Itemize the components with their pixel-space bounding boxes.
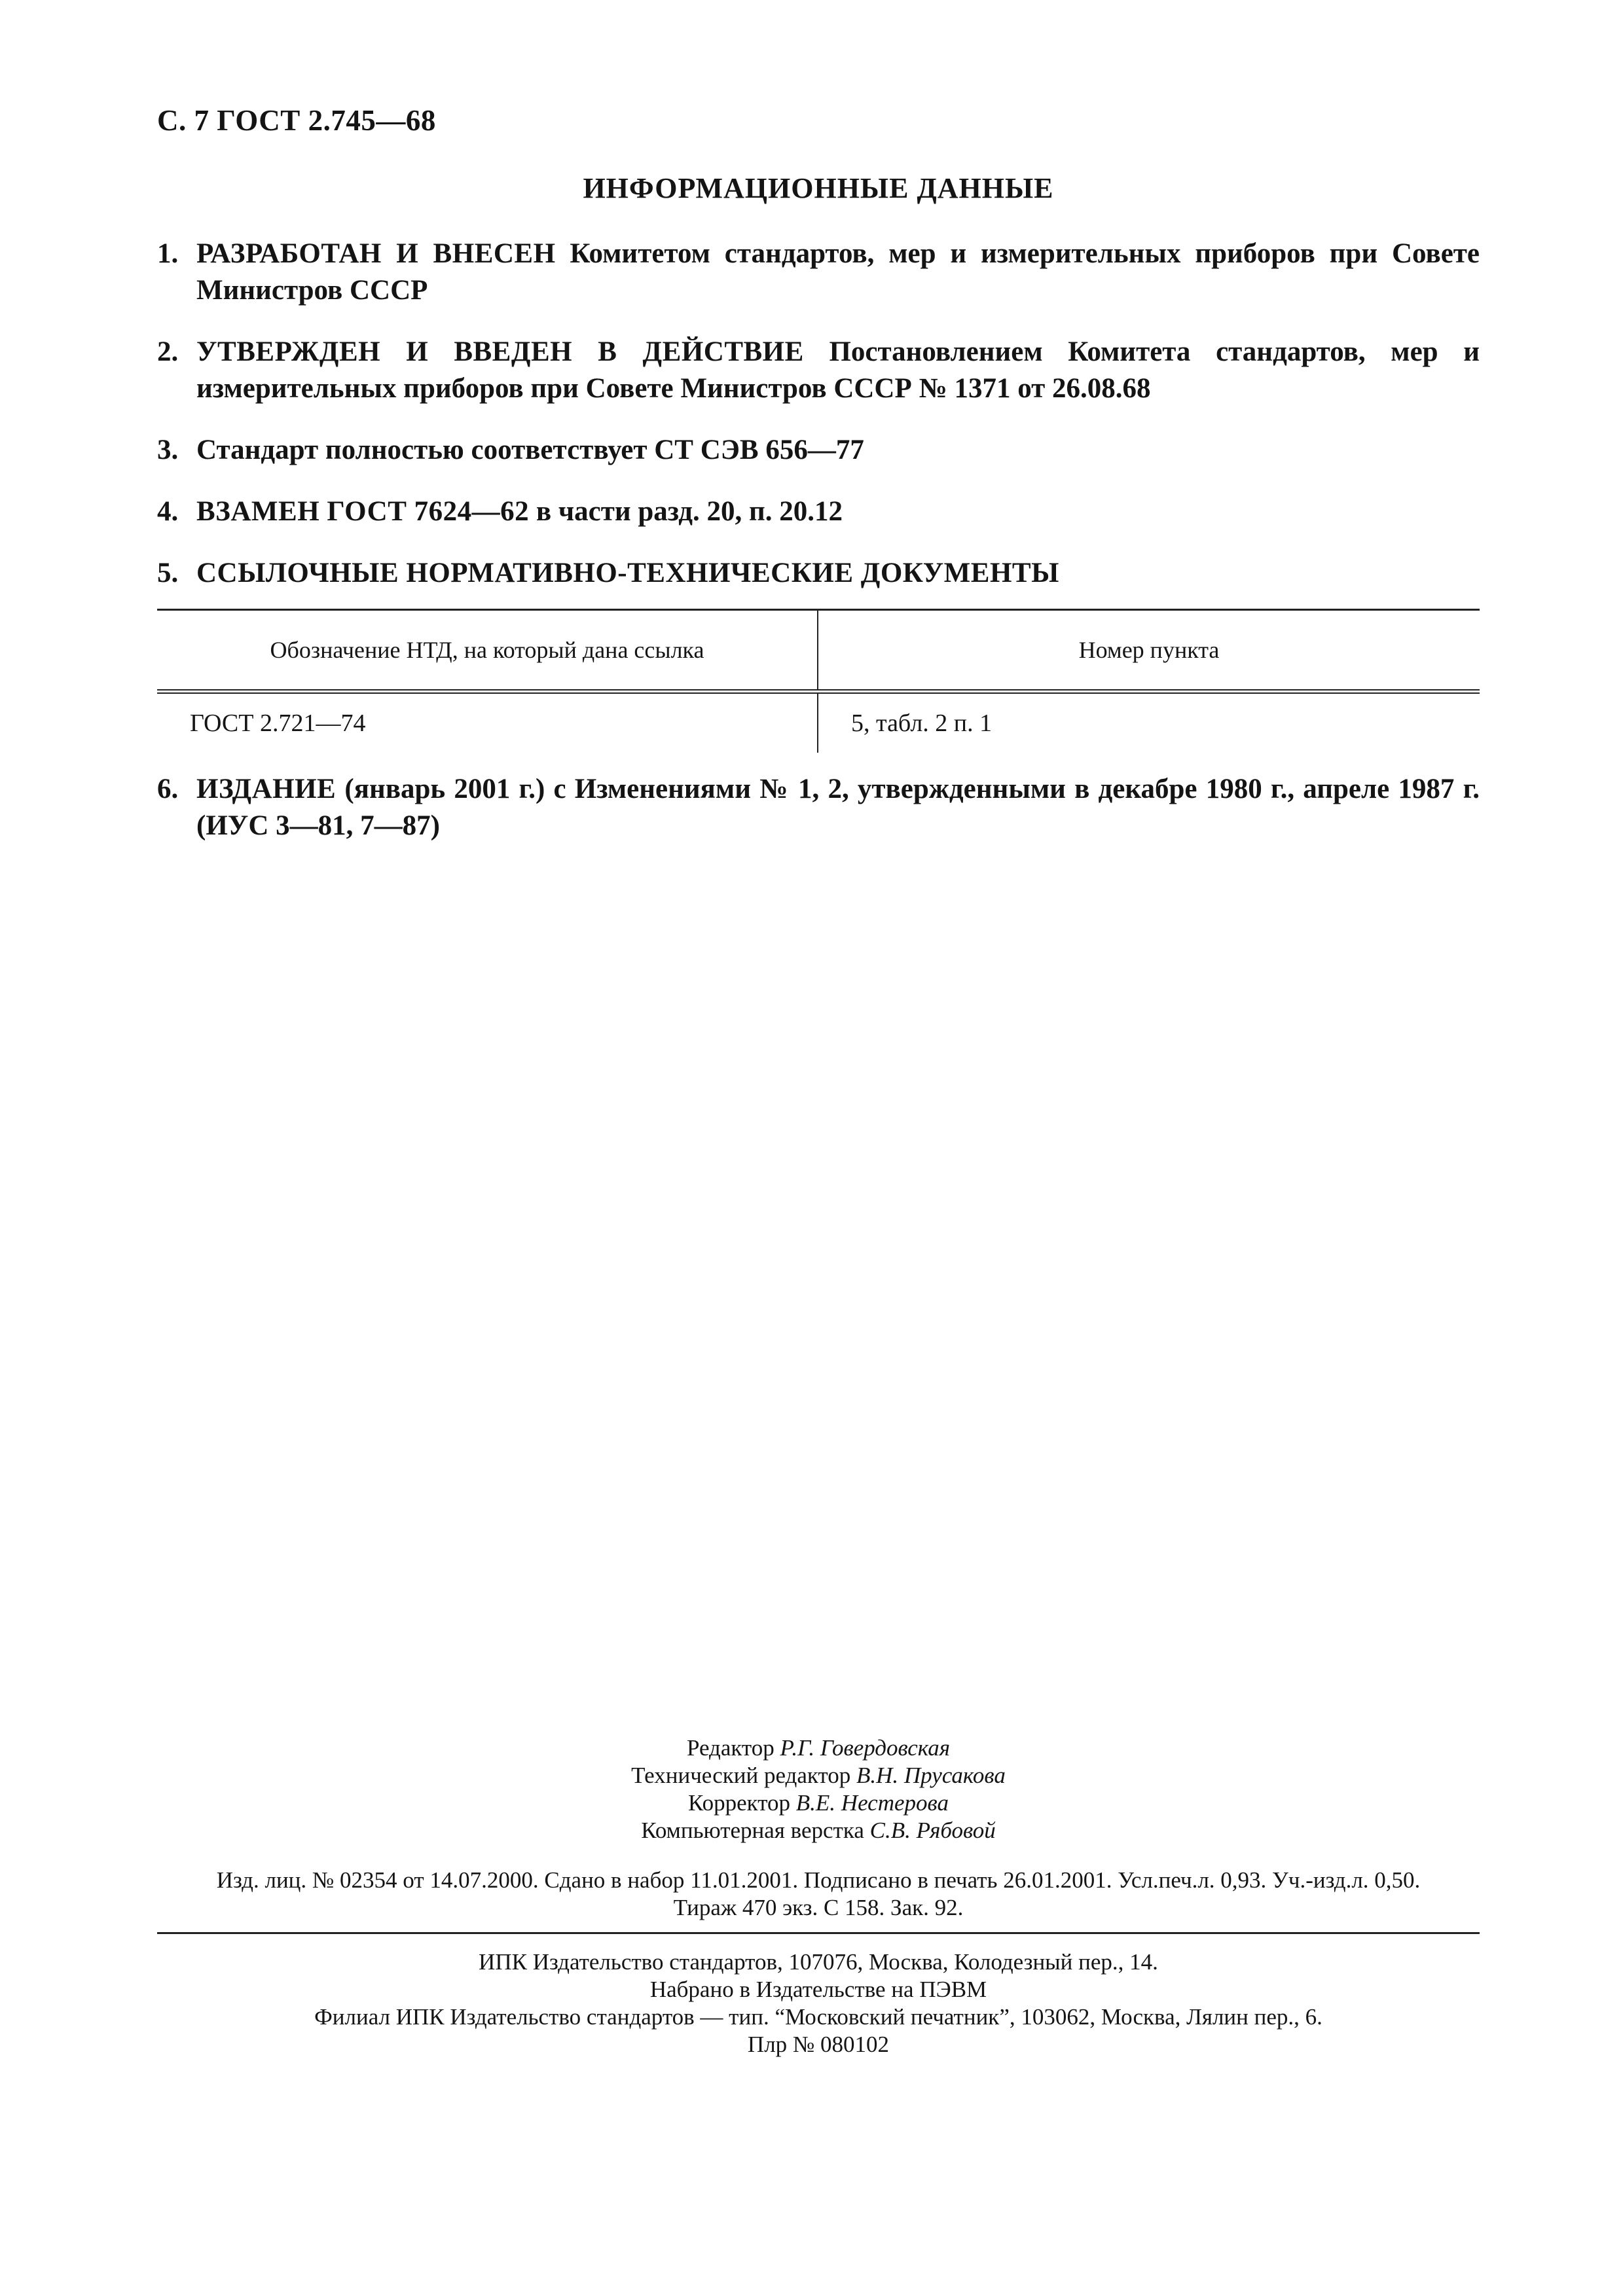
item-text: (январь 2001 г.) с Изменениями № 1, 2, утвержденными в декабре 1980 г., апреле 1987 г. (ИУС 3—81, 7—87) bbox=[196, 774, 1480, 841]
print-line-2: Тираж 470 экз. С 158. Зак. 92. bbox=[673, 1895, 964, 1920]
item-text: в части разд. 20, п. 20.12 bbox=[529, 496, 843, 527]
item-text: Постановлением Комитета стандартов, мер и измерительных приборов при Совете Министров СССР № 1371 от 26.08.68 bbox=[196, 336, 1480, 404]
info-item-2 bbox=[157, 334, 1480, 407]
info-item-6 bbox=[157, 771, 1480, 844]
info-item-6-wrapper bbox=[157, 771, 1480, 869]
imprint-credits bbox=[157, 1734, 1480, 2058]
item-text: Стандарт полностью соответствует СТ СЭВ 656—77 bbox=[196, 435, 864, 465]
item-lead: ИЗДАНИЕ bbox=[196, 774, 337, 804]
item-number: 3. bbox=[157, 435, 179, 465]
table-cell-clause: 5, табл. 2 п. 1 bbox=[851, 709, 993, 737]
item-lead: ССЫЛОЧНЫЕ НОРМАТИВНО-ТЕХНИЧЕСКИЕ ДОКУМЕНТЫ bbox=[196, 558, 1059, 588]
layout-name: С.В. Рябовой bbox=[869, 1818, 996, 1843]
item-number: 1. bbox=[157, 238, 179, 269]
corrector-name: В.Е. Нестерова bbox=[795, 1790, 949, 1816]
item-lead: ВЗАМЕН ГОСТ 7624—62 bbox=[196, 496, 530, 527]
table-header-document: Обозначение НТД, на который дана ссылка bbox=[157, 611, 818, 689]
editor-label: Редактор bbox=[686, 1735, 775, 1761]
tech-editor-name: В.Н. Прусакова bbox=[856, 1763, 1006, 1788]
tech-editor-label: Технический редактор bbox=[631, 1763, 851, 1788]
item-lead: РАЗРАБОТАН И ВНЕСЕН bbox=[196, 238, 556, 269]
item-number: 6. bbox=[157, 774, 179, 804]
section-title: ИНФОРМАЦИОННЫЕ ДАННЫЕ bbox=[583, 172, 1054, 204]
layout-label: Компьютерная верстка bbox=[641, 1818, 864, 1843]
item-lead: УТВЕРЖДЕН И ВВЕДЕН В ДЕЙСТВИЕ bbox=[196, 336, 804, 367]
staff-line-corrector bbox=[157, 1789, 1480, 1817]
publisher-line-3: Филиал ИПК Издательство стандартов — тип. “Московский печатник”, 103062, Москва, Лялин пер., 6. bbox=[314, 2004, 1322, 2030]
divider bbox=[157, 1932, 1480, 1934]
reference-documents-table bbox=[157, 609, 1480, 753]
page-header: С. 7 ГОСТ 2.745—68 bbox=[157, 104, 436, 137]
table-header-row bbox=[157, 611, 1480, 694]
item-number: 4. bbox=[157, 496, 179, 527]
item-text: Комитетом стандартов, мер и измерительных приборов при Совете Министров СССР bbox=[196, 238, 1480, 306]
table-cell-document: ГОСТ 2.721—74 bbox=[157, 694, 818, 753]
publisher-line-2: Набрано в Издательстве на ПЭВМ bbox=[649, 1977, 987, 2002]
info-items-list bbox=[157, 236, 1480, 617]
corrector-label: Корректор bbox=[688, 1790, 791, 1816]
item-number: 2. bbox=[157, 336, 179, 367]
item-number: 5. bbox=[157, 558, 179, 588]
staff-line-layout bbox=[157, 1817, 1480, 1844]
table-header-clause: Номер пункта bbox=[1078, 637, 1220, 663]
print-details bbox=[157, 1867, 1480, 1922]
print-line-1: Изд. лиц. № 02354 от 14.07.2000. Сдано в набор 11.01.2001. Подписано в печать 26.01.2001. Усл.печ.л. 0,93. Уч.-изд.л. 0,50. bbox=[216, 1867, 1421, 1893]
publisher-line-1: ИПК Издательство стандартов, 107076, Москва, Колодезный пер., 14. bbox=[479, 1949, 1158, 1975]
info-item-4 bbox=[157, 493, 1480, 530]
staff-line-editor bbox=[157, 1734, 1480, 1762]
staff-line-tech-editor bbox=[157, 1762, 1480, 1789]
editor-name: Р.Г. Говердовская bbox=[780, 1735, 951, 1761]
publisher-line-4: Плр № 080102 bbox=[747, 2032, 890, 2057]
info-item-1 bbox=[157, 236, 1480, 309]
info-item-3 bbox=[157, 432, 1480, 469]
info-item-5 bbox=[157, 555, 1480, 592]
publisher-details bbox=[157, 1948, 1480, 2058]
table-row bbox=[157, 694, 1480, 753]
